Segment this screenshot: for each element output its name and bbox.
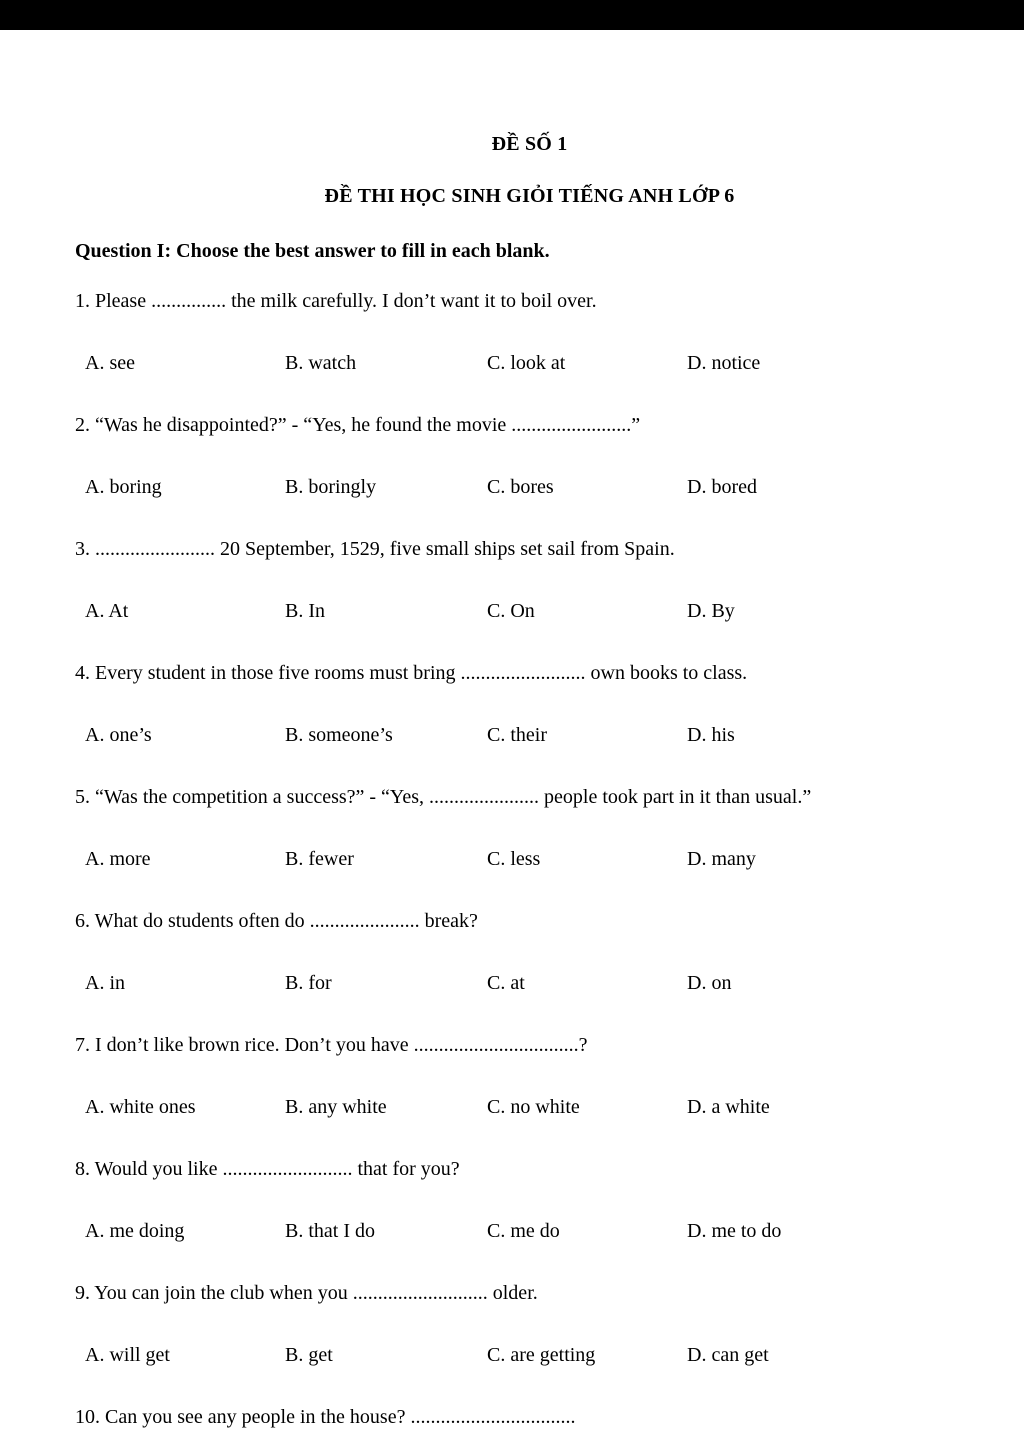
option-a: A. boring xyxy=(85,476,162,498)
option-a: A. At xyxy=(85,600,129,622)
question-7-text: 7. I don’t like brown rice. Don’t you have .................................? xyxy=(75,1034,588,1056)
option-a: A. see xyxy=(85,352,135,374)
option-c: C. at xyxy=(487,972,525,994)
option-b: B. In xyxy=(285,600,325,622)
option-d: D. notice xyxy=(687,352,761,374)
option-a: A. one’s xyxy=(85,724,152,746)
question-9-text: 9. You can join the club when you ........................... older. xyxy=(75,1282,538,1304)
option-c: C. look at xyxy=(487,352,566,374)
section-heading: Question I: Choose the best answer to fill in each blank. xyxy=(75,240,550,262)
option-d: D. his xyxy=(687,724,735,746)
option-b: B. watch xyxy=(285,352,357,374)
option-d: D. By xyxy=(687,600,735,622)
option-d: D. me to do xyxy=(687,1220,782,1242)
document-title: ĐỀ SỐ 1 xyxy=(491,133,568,155)
option-b: B. fewer xyxy=(285,848,354,870)
option-c: C. me do xyxy=(487,1220,560,1242)
option-d: D. bored xyxy=(687,476,757,498)
option-a: A. in xyxy=(85,972,125,994)
option-b: B. boringly xyxy=(285,476,377,498)
option-d: D. a white xyxy=(687,1096,770,1118)
question-3-options xyxy=(75,601,984,622)
option-b: B. for xyxy=(285,972,332,994)
question-10-text: 10. Can you see any people in the house? ................................. xyxy=(75,1406,576,1428)
question-5-options xyxy=(75,849,984,870)
option-d: D. on xyxy=(687,972,732,994)
option-a: A. will get xyxy=(85,1344,170,1366)
document-subtitle: ĐỀ THI HỌC SINH GIỎI TIẾNG ANH LỚP 6 xyxy=(324,185,735,207)
question-6-text: 6. What do students often do ...................... break? xyxy=(75,910,478,932)
question-6-options xyxy=(75,973,984,994)
option-c: C. bores xyxy=(487,476,554,498)
question-7-options xyxy=(75,1097,984,1118)
option-a: A. more xyxy=(85,848,151,870)
option-b: B. get xyxy=(285,1344,333,1366)
question-2-text: 2. “Was he disappointed?” - “Yes, he found the movie ........................” xyxy=(75,414,641,436)
question-9-options xyxy=(75,1345,984,1366)
option-c: C. their xyxy=(487,724,547,746)
option-c: C. no white xyxy=(487,1096,580,1118)
option-c: C. are getting xyxy=(487,1344,596,1366)
option-a: A. white ones xyxy=(85,1096,196,1118)
option-b: B. someone’s xyxy=(285,724,393,746)
document-page xyxy=(0,30,1024,1428)
option-c: C. On xyxy=(487,600,535,622)
question-1-options xyxy=(75,353,984,374)
option-c: C. less xyxy=(487,848,541,870)
question-5-text: 5. “Was the competition a success?” - “Yes, ...................... people took part in it than usual.” xyxy=(75,786,812,808)
option-b: B. that I do xyxy=(285,1220,375,1242)
question-8-options xyxy=(75,1221,984,1242)
option-d: D. can get xyxy=(687,1344,769,1366)
question-3-text: 3. ........................ 20 September, 1529, five small ships set sail from Spain. xyxy=(75,538,675,560)
option-d: D. many xyxy=(687,848,756,870)
question-8-text: 8. Would you like .......................... that for you? xyxy=(75,1158,460,1180)
question-4-options xyxy=(75,725,984,746)
question-4-text: 4. Every student in those five rooms must bring ......................... own books to class. xyxy=(75,662,748,684)
top-black-bar xyxy=(0,0,1024,30)
question-2-options xyxy=(75,477,984,498)
option-a: A. me doing xyxy=(85,1220,185,1242)
question-1-text: 1. Please ............... the milk carefully. I don’t want it to boil over. xyxy=(75,290,597,312)
option-b: B. any white xyxy=(285,1096,387,1118)
